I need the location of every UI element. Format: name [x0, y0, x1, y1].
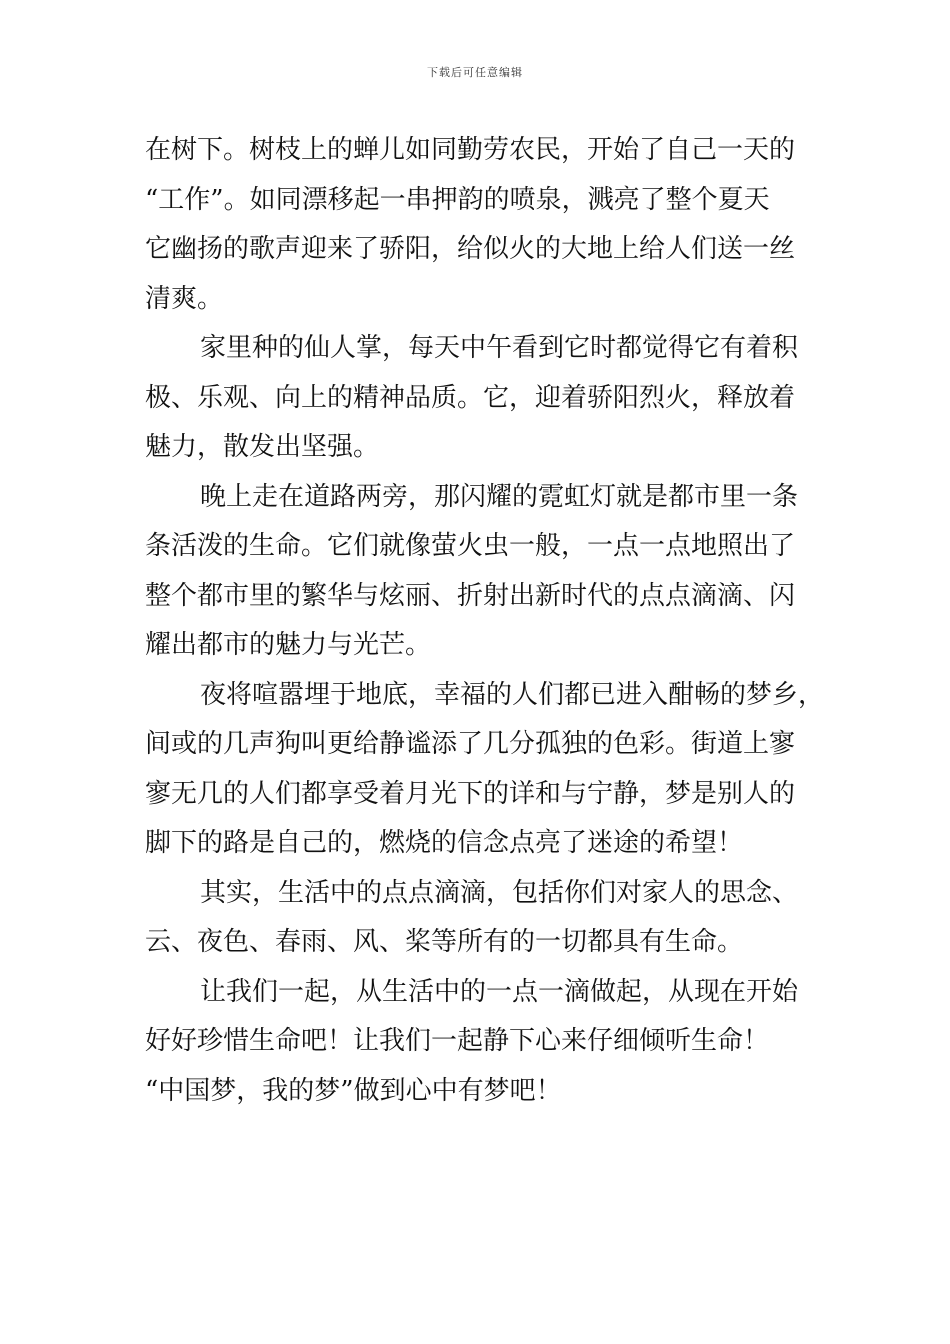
- text-line: 清爽。: [145, 283, 224, 314]
- text-line: 好好珍惜生命吧！让我们一起静下心来仔细倾听生命！: [145, 1026, 770, 1056]
- text-line: 家里种的仙人掌，每天中午看到它时都觉得它有着积: [200, 333, 799, 363]
- text-line: “工作”。如同漂移起一串押韵的喷泉，溅亮了整个夏天: [145, 184, 770, 215]
- text-line: “中国梦，我的梦”做到心中有梦吧！: [145, 1075, 562, 1106]
- document-body: [145, 126, 825, 1116]
- text-line: 在树下。树枝上的蝉儿如同勤劳农民，开始了自己一天的: [145, 135, 796, 165]
- text-line: 条活泼的生命。它们就像萤火虫一般，一点一点地照出了: [145, 531, 796, 561]
- text-line: 它幽扬的歌声迎来了骄阳，给似火的大地上给人们送一丝: [145, 234, 796, 264]
- text-line: 魅力，散发出坚强。: [145, 432, 380, 462]
- text-line: 云、夜色、春雨、风、桨等所有的一切都具有生命。: [145, 927, 744, 957]
- text-line: 极、乐观、向上的精神品质。它，迎着骄阳烈火，释放着: [145, 382, 796, 413]
- text-line: 间或的几声狗叫更给静谧添了几分孤独的色彩。街道上寥: [145, 729, 796, 759]
- text-line: 晚上走在道路两旁，那闪耀的霓虹灯就是都市里一条: [200, 481, 799, 512]
- page-header: 下载后可任意编辑: [427, 66, 523, 79]
- text-line: 其实，生活中的点点滴滴，包括你们对家人的思念、: [200, 877, 799, 908]
- text-line: 夜将喧嚣埋于地底，幸福的人们都已进入酣畅的梦乡，: [200, 679, 825, 710]
- text-line: 耀出都市的魅力与光芒。: [145, 630, 432, 660]
- text-line: 让我们一起，从生活中的一点一滴做起，从现在开始: [200, 976, 799, 1007]
- text-line: 整个都市里的繁华与炫丽、折射出新时代的点点滴滴、闪: [145, 580, 796, 611]
- text-line: 脚下的路是自己的，燃烧的信念点亮了迷途的希望！: [145, 828, 744, 858]
- text-line: 寥无几的人们都享受着月光下的详和与宁静，梦是别人的: [145, 778, 796, 809]
